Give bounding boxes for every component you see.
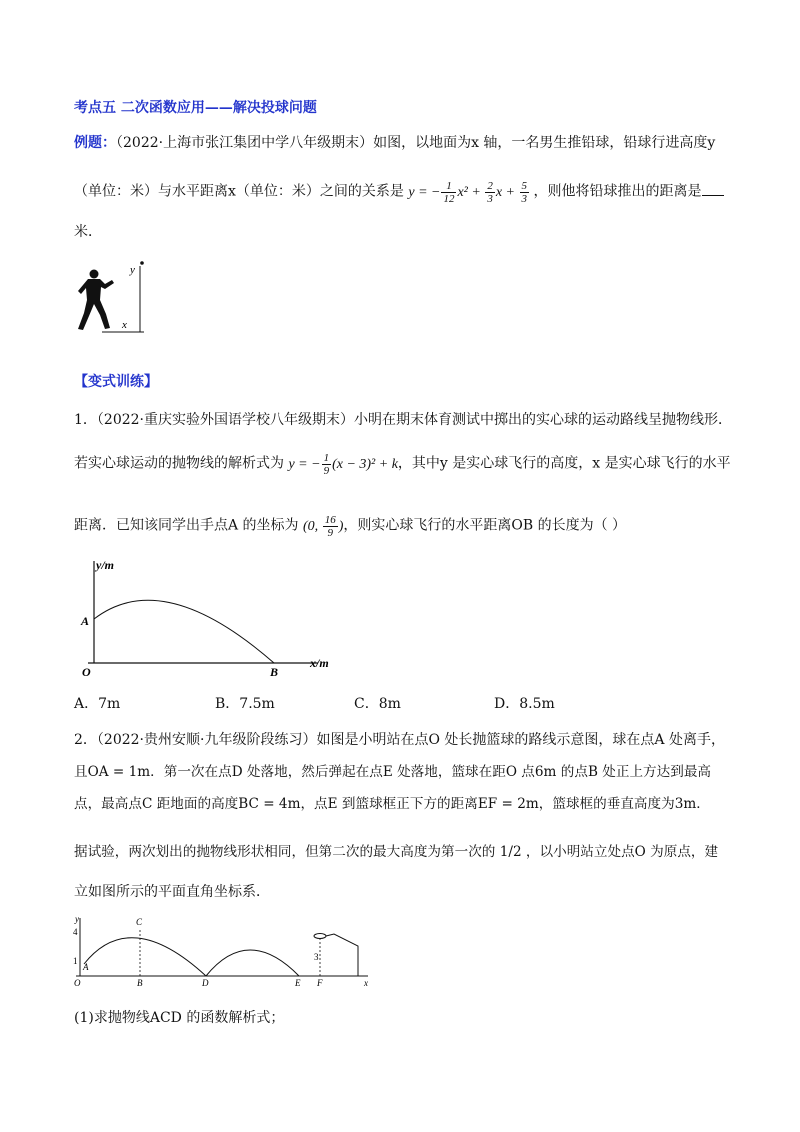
q2-line-2: 且OA = 1m．第一次在点D 处落地，然后弹起在点E 处落地，篮球在距O 点6m 的点B 处正上方达到最高 xyxy=(74,764,712,780)
example-text-2a: （单位：米）与水平距离x（单位：米）之间的关系是 xyxy=(74,183,404,200)
answer-blank[interactable] xyxy=(702,181,724,196)
q1-label-o: O xyxy=(82,665,91,678)
exercise-header: 【变式训练】 xyxy=(74,374,158,390)
q1-label-b: B xyxy=(270,665,279,678)
q2-line-4: 据试验，两次划出的抛物线形状相同，但第二次的最大高度为第一次的 1/2 ，以小明站立处点O 为原点，建 xyxy=(74,844,719,860)
q1-parabola-figure xyxy=(78,553,348,678)
q1-line-3 xyxy=(74,514,626,539)
q2-tick-3: 3 xyxy=(314,952,319,962)
q2-label-b: B xyxy=(137,978,143,988)
q2-line-1 xyxy=(74,730,725,750)
q2-line-3: 点，最高点C 距地面的高度BC = 4m，点E 到篮球框正下方的距离EF = 2m，篮球框的垂直高度为3m． xyxy=(74,796,710,812)
q2-label-c: C xyxy=(136,917,143,927)
q1-option-a[interactable]: A．7m xyxy=(74,696,121,712)
example-formula xyxy=(408,180,533,205)
q1-text-2a: 若实心球运动的抛物线的解析式为 xyxy=(74,455,284,472)
example-text-1: 如图，以地面为x 轴，一名男生推铅球，铅球行进高度y xyxy=(373,135,716,151)
example-y-label: y xyxy=(130,264,135,276)
section-title: 考点五 二次函数应用——解决投球问题 xyxy=(74,100,317,116)
q1-x-label: x/m xyxy=(310,656,329,670)
example-text-2b: ，则他将铅球推出的距离是 xyxy=(533,183,702,200)
q1-formula: y = − $\frac{1}{9}$ (x − 3)² + k xyxy=(288,452,398,477)
q2-source: （2022·贵州安顺·九年级阶段练习） xyxy=(96,732,317,748)
example-label: 例题： xyxy=(74,135,116,151)
athlete-icon xyxy=(78,270,114,331)
q2-number: 2． xyxy=(74,732,97,748)
q1-label-a: A xyxy=(81,614,90,628)
q1-point-a: (0, $\frac{16}{9}$ ) xyxy=(303,514,344,539)
example-x-label: x xyxy=(122,319,127,331)
q2-x-label: x xyxy=(364,978,368,988)
example-source: （2022·上海市张江集团中学八年级期末） xyxy=(116,135,374,151)
q2-curve-acd xyxy=(84,938,206,976)
q1-option-d[interactable]: D．8.5m xyxy=(494,696,555,712)
example-formula-render: y = − $\frac{1}{12}$ x² + $\frac{2}{3}$ x + $\frac{5}{3}$ xyxy=(408,180,527,205)
q1-trajectory-curve xyxy=(94,600,274,663)
q1-option-b[interactable]: B．7.5m xyxy=(215,696,275,712)
q2-label-a: A xyxy=(83,962,89,972)
q1-line-1 xyxy=(74,410,732,430)
example-line-3: 米． xyxy=(74,224,102,240)
q1-line-2 xyxy=(74,452,731,477)
q2-curve-de xyxy=(206,950,299,976)
q1-text-3b: ，则实心球飞行的水平距离OB 的长度为（ ） xyxy=(343,517,627,534)
q2-tick-4: 4 xyxy=(73,927,78,937)
q2-text-1: 如图是小明站在点O 处长抛篮球的路线示意图，球在点A 处离手， xyxy=(316,732,725,748)
q2-tick-1: 1 xyxy=(73,956,78,966)
example-line-2 xyxy=(74,180,724,205)
q2-sub-question-1: (1)求抛物线ACD 的函数解析式； xyxy=(74,1010,285,1026)
q2-y-label: y xyxy=(75,914,79,924)
example-line-1 xyxy=(74,133,715,153)
shot-ball-icon xyxy=(140,261,144,265)
q2-line-5: 立如图所示的平面直角坐标系． xyxy=(74,884,270,900)
q2-basketball-figure xyxy=(68,910,378,990)
q2-label-o: O xyxy=(74,978,81,988)
q2-label-d: D xyxy=(202,978,209,988)
q1-number: 1． xyxy=(74,412,97,428)
q1-text-2b: ，其中y 是实心球飞行的高度，x 是实心球飞行的水平 xyxy=(397,455,731,472)
q1-y-label: y/m xyxy=(96,558,114,572)
q2-label-e: E xyxy=(295,978,301,988)
q1-source: （2022·重庆实验外国语学校八年级期末） xyxy=(96,412,354,428)
shot-put-figure xyxy=(72,258,162,338)
basketball-hoop-icon xyxy=(314,934,326,939)
q1-text-1: 小明在期末体育测试中掷出的实心球的运动路线呈抛物线形． xyxy=(354,412,732,428)
q1-option-c[interactable]: C．8m xyxy=(354,696,401,712)
hoop-stand-icon xyxy=(326,934,358,976)
q2-label-f: F xyxy=(317,978,323,988)
q1-text-3a: 距离．已知该同学出手点A 的坐标为 xyxy=(74,517,299,534)
